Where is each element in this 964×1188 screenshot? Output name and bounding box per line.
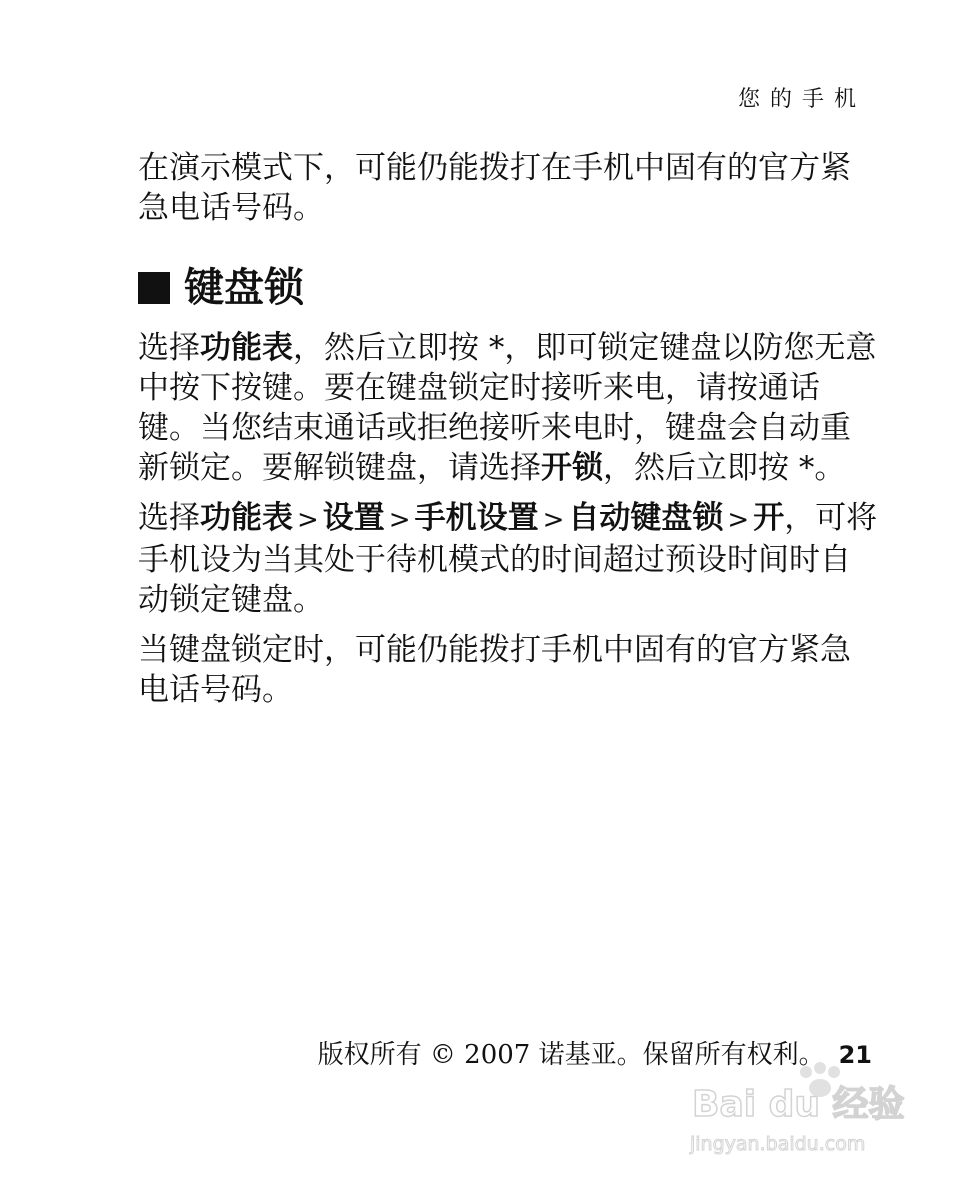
menu-path-item: 功能表: [200, 500, 293, 536]
page-content: [138, 148, 878, 720]
keyguard-paragraph-1: [138, 328, 878, 488]
menu-path-item: 开: [753, 500, 785, 536]
baidu-jingyan-watermark: [688, 1058, 928, 1168]
square-bullet-icon: [138, 272, 170, 304]
text-span: 选择: [138, 330, 200, 366]
path-separator: >: [388, 505, 411, 535]
path-separator: >: [727, 505, 750, 535]
running-header: 您的手机: [737, 87, 866, 112]
path-separator: >: [297, 505, 319, 535]
text-span: ，然后立即按 *。: [603, 450, 846, 486]
intro-paragraph: 在演示模式下，可能仍能拨打在手机中固有的官方紧急电话号码。: [138, 150, 851, 226]
path-separator: >: [542, 505, 565, 535]
section-heading: [138, 264, 878, 312]
menu-term: 开锁: [541, 450, 603, 486]
menu-path-item: 设置: [322, 500, 385, 536]
menu-path-item: 自动键盘锁: [568, 500, 724, 536]
keyguard-paragraph-2: [138, 498, 878, 620]
watermark-url: jingyan.baidu.com: [690, 1133, 866, 1155]
page-number: 21: [838, 1041, 872, 1069]
menu-term: 功能表: [200, 330, 293, 366]
menu-path-item: 手机设置: [414, 500, 539, 536]
keyguard-paragraph-3: 当键盘锁定时，可能仍能拨打手机中固有的官方紧急电话号码。: [138, 632, 851, 708]
copyright-text: 版权所有 © 2007 诺基亚。保留所有权利。: [317, 1040, 825, 1070]
text-span: 选择: [138, 500, 200, 536]
text-span: ，可将手机设为当其处于待机模式的时间超过预设时间时自动锁定键盘。: [138, 500, 878, 618]
text-span: ，然后立即按 *，即可锁定键盘以防您无意中按下按键。要在键盘锁定时接听来电，请按通话键。当您结束通话或拒绝接听来电时，键盘会自动重新锁定。要解锁键盘，请选择: [138, 330, 877, 486]
watermark-logo-text: Bai du 经验: [692, 1084, 905, 1125]
section-title: 键盘锁: [184, 265, 304, 311]
